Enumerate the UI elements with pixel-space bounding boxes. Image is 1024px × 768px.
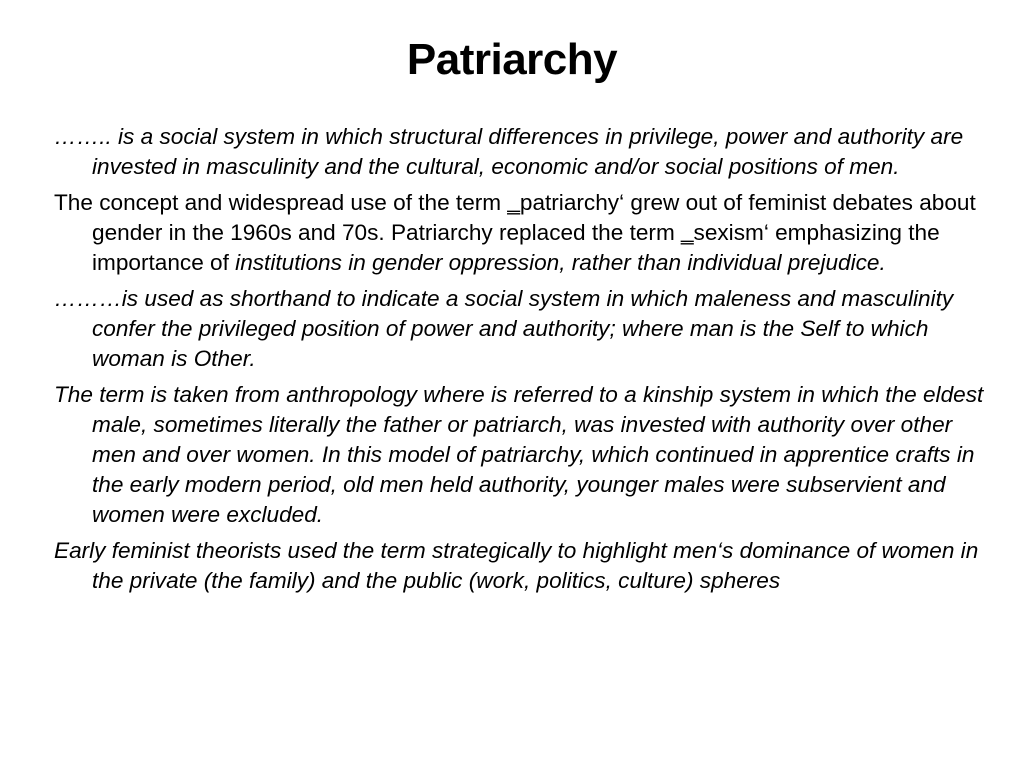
- paragraph-definition: [54, 122, 994, 182]
- paragraph-anthropology: [54, 380, 994, 530]
- paragraph-shorthand: [54, 284, 994, 374]
- paragraph-text: ………is used as shorthand to indicate a social system in which maleness and masculinity confer the privileged position of power and authority; where man is the Self to which woman is Other.: [54, 286, 954, 371]
- slide-title: Patriarchy: [406, 35, 618, 84]
- slide-body: [54, 122, 994, 602]
- paragraph-origin: [54, 188, 994, 278]
- paragraph-text: …….. is a social system in which structural differences in privilege, power and authority are invested in masculinity and the cultural, economic and/or social positions of men.: [54, 124, 964, 179]
- paragraph-text: Early feminist theorists used the term strategically to highlight men‘s dominance of women in the private (the family) and the public (work, politics, culture) spheres: [54, 538, 979, 593]
- paragraph-text: The term is taken from anthropology where is referred to a kinship system in which the eldest male, sometimes literally the father or patriarch, was invested with authority over other men and over women. In this model of patriarchy, which continued in apprentice crafts in the early modern period, old men held authority, younger males were subservient and women were excluded.: [54, 382, 984, 527]
- paragraph-early-feminist: [54, 536, 994, 596]
- paragraph-text-emphasis: institutions in gender oppression, rather than individual prejudice.: [235, 250, 886, 275]
- paragraph-text: The concept and widespread use of the term ‗patriarchy‘ grew out of feminist debates about gender in the 1960s and 70s. Patriarchy replaced the term ‗sexism‘ emphasizing the importance of: [54, 190, 976, 275]
